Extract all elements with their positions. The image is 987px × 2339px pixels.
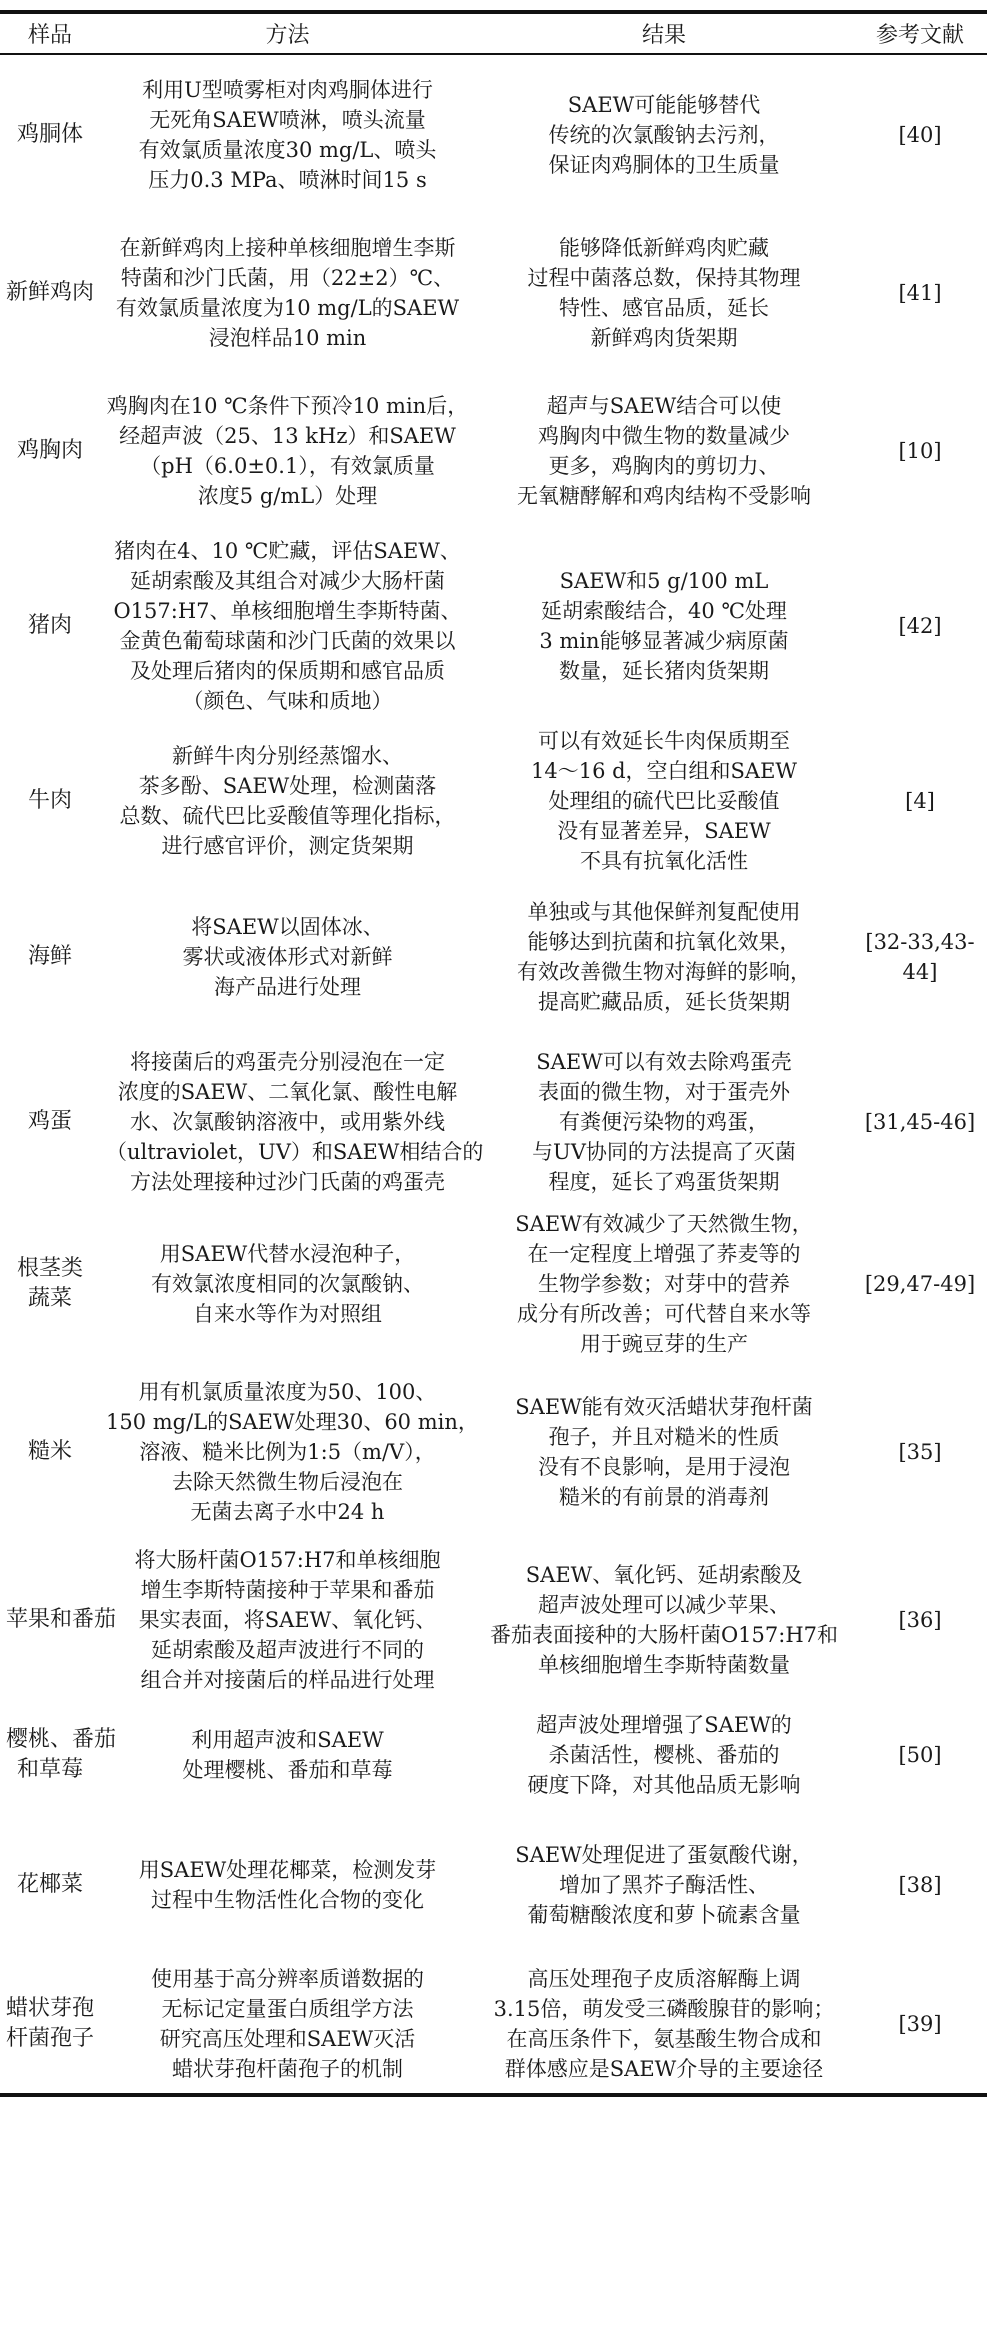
method-line: 有效氯浓度相同的次氯酸钠、 [151,1272,424,1296]
result-line: 没有不良影响，是用于浸泡 [538,1455,790,1479]
method-line: 压力0.3 MPa、喷淋时间15 s [148,167,427,192]
method-line: 溶液、糙米比例为1:5（m/V）， [139,1440,436,1464]
header-sample: 样品 [0,12,100,54]
sample-line: 杆菌孢子 [6,2026,95,2051]
method-cell [100,1815,475,1955]
method-cell [100,1545,475,1695]
method-cell [100,1209,475,1359]
table-row [0,1545,987,1695]
method-line: 用SAEW处理花椰菜，检测发芽 [138,1858,437,1882]
method-line: 增生李斯特菌接种于苹果和番茄 [140,1578,435,1602]
result-line: 在高压条件下，氨基酸生物合成和 [506,2027,822,2051]
method-cell [100,530,475,722]
table-row [0,214,987,372]
reference-cell: [10] [898,439,942,463]
result-line: 糙米的有前景的消毒剂 [559,1485,769,1509]
table-row [0,1359,987,1545]
method-cell [100,1359,479,1545]
method-line: 新鲜牛肉分别经蒸馏水、 [172,744,403,768]
sample-line: 和草莓 [16,1757,83,1782]
sample-cell [0,372,100,530]
method-line: 组合并对接菌后的样品进行处理 [140,1668,435,1692]
reference-cell: [29,47-49] [864,1272,976,1296]
sample-line: 苹果和番茄 [6,1607,117,1632]
table-header [0,12,987,54]
reference-cell: [36] [898,1608,942,1632]
result-line: 鸡胸肉中微生物的数量减少 [538,424,790,448]
reference-cell: [50] [898,1743,942,1767]
result-line: 更多，鸡胸肉的剪切力、 [548,454,780,478]
sample-cell [0,54,100,214]
sample-cell [0,1815,100,1955]
method-line: 自来水等作为对照组 [193,1302,382,1326]
method-line: 将接菌后的鸡蛋壳分别浸泡在一定 [130,1049,445,1074]
method-cell [100,214,475,372]
method-line: （颜色、气味和质地） [182,689,393,713]
method-line: 延胡索酸及超声波进行不同的 [151,1638,424,1662]
result-line: 有效改善微生物对海鲜的影响， [517,960,811,984]
result-line: SAEW可能能够替代 [567,92,761,117]
result-cell [475,372,853,530]
method-line: 在新鲜鸡肉上接种单核细胞增生李斯 [119,236,456,260]
method-cell [100,1695,475,1815]
result-line: 表面的微生物，对于蛋壳外 [538,1079,790,1104]
result-line: 用于豌豆芽的生产 [580,1332,748,1356]
reference-cell: [32-33,43-44] [865,930,975,984]
sample-cell [0,1955,100,2095]
result-line: 处理组的硫代巴比妥酸值 [548,789,780,813]
method-line: 水、次氯酸钠溶液中，或用紫外线 [130,1109,445,1134]
method-line: 处理樱桃、番茄和草莓 [182,1758,393,1782]
method-line: 利用U型喷雾柜对肉鸡胴体进行 [142,77,433,102]
method-line: 经超声波（25、13 kHz）和SAEW [119,424,456,448]
method-cell [100,54,475,214]
method-line: 无菌去离子水中24 h [190,1500,385,1524]
method-line: 将SAEW以固体冰、 [191,915,384,939]
table-row [0,722,987,880]
result-line: 3.15倍，萌发受三磷酸腺苷的影响； [493,1997,835,2021]
result-line: SAEW可以有效去除鸡蛋壳 [536,1049,792,1074]
sample-cell [0,1034,100,1209]
sample-cell [0,722,100,880]
result-line: 与UV协同的方法提高了灭菌 [532,1139,796,1164]
table-row [0,1955,987,2095]
result-line: 杀菌活性，樱桃、番茄的 [548,1743,780,1767]
method-line: 150 mg/L的SAEW处理30、60 min， [106,1410,479,1434]
method-line: 海产品进行处理 [214,975,361,999]
method-line: 研究高压处理和SAEW灭活 [159,2027,416,2051]
result-line: 超声波处理可以减少苹果、 [538,1593,790,1617]
method-line: 有效氯质量浓度为10 mg/L的SAEW [115,296,460,320]
sample-line: 蜡状芽孢 [6,1996,95,2021]
result-line: 单独或与其他保鲜剂复配使用 [527,900,801,924]
method-line: 浓度的SAEW、二氧化氯、酸性电解 [117,1079,458,1104]
result-line: 超声波处理增强了SAEW的 [536,1713,792,1737]
sample-cell [0,214,100,372]
method-line: 浓度5 g/mL）处理 [197,484,378,508]
method-cell [100,880,475,1034]
sample-line: 蔬菜 [27,1286,72,1311]
result-cell [475,1034,853,1209]
method-line: （pH（6.0±0.1），有效氯质量 [140,454,435,478]
result-line: 葡萄糖酸浓度和萝卜硫素含量 [527,1903,801,1927]
result-line: 能够达到抗菌和抗氧化效果， [527,930,801,954]
sample-line: 樱桃、番茄 [6,1727,117,1752]
header-reference: 参考文献 [853,12,987,54]
result-line: 3 min能够显著减少病原菌 [539,629,789,653]
result-line: 可以有效延长牛肉保质期至 [538,729,790,753]
result-line: 延胡索酸结合，40 ℃处理 [541,599,787,623]
method-line: 猪肉在4、10 ℃贮藏，评估SAEW、 [114,539,461,563]
method-line: 利用超声波和SAEW [191,1728,384,1752]
result-line: SAEW有效减少了天然微生物， [515,1212,813,1236]
result-cell [475,214,853,372]
result-line: 提高贮藏品质，延长货架期 [538,990,790,1014]
sample-line: 鸡胴体 [16,121,83,147]
sample-cell [0,1209,100,1359]
result-cell [475,54,853,214]
result-line: 超声与SAEW结合可以使 [546,394,782,418]
reference-cell: [39] [853,1955,987,2095]
table-body [0,54,987,2095]
result-cell [475,1815,853,1955]
result-line: 单核细胞增生李斯特菌数量 [538,1653,790,1677]
result-line: 无氧糖酵解和鸡肉结构不受影响 [517,484,811,508]
sample-line: 牛肉 [27,788,72,813]
sample-line: 糙米 [27,1439,72,1464]
method-line: 用SAEW代替水浸泡种子， [159,1242,416,1266]
method-cell [100,722,475,880]
sample-line: 海鲜 [27,944,72,969]
result-cell [475,1545,853,1695]
result-line: SAEW处理促进了蛋氨酸代谢， [515,1843,813,1867]
reference-cell: [41] [898,281,942,305]
result-line: 硬度下降，对其他品质无影响 [527,1773,801,1797]
result-cell [475,722,853,880]
result-line: 特性、感官品质，延长 [559,296,769,320]
method-line: 茶多酚、SAEW处理，检测菌落 [138,774,437,798]
result-cell [475,1209,853,1359]
method-line: 蜡状芽孢杆菌孢子的机制 [172,2057,403,2081]
result-line: 过程中菌落总数，保持其物理 [527,266,801,290]
method-line: 金黄色葡萄球菌和沙门氏菌的效果以 [119,629,456,653]
result-line: SAEW和5 g/100 mL [559,569,769,593]
result-line: 14～16 d，空白组和SAEW [530,759,798,783]
method-line: 进行感官评价，测定货架期 [161,834,414,858]
reference-cell: [42] [898,614,942,638]
method-cell [100,1955,475,2095]
method-line: 特菌和沙门氏菌，用（22±2）℃、 [120,266,455,290]
table-row [0,1695,987,1815]
sample-cell [0,1545,117,1695]
method-line: 鸡胸肉在10 ℃条件下预冷10 min后， [106,394,469,418]
result-line: 孢子，并且对糙米的性质 [548,1425,780,1449]
result-line: 新鲜鸡肉货架期 [590,326,738,350]
result-line: 数量，延长猪肉货架期 [559,659,769,683]
result-line: SAEW能有效灭活蜡状芽孢杆菌 [515,1395,813,1419]
result-line: 番茄表面接种的大肠杆菌O157:H7和 [489,1623,839,1647]
reference-cell: [40] [898,122,942,147]
table-row [0,1034,987,1209]
method-line: （ultraviolet，UV）和SAEW相结合的 [106,1139,484,1164]
reference-cell: [4] [905,789,935,813]
sample-line: 根茎类 [16,1256,83,1281]
table-row [0,1209,987,1359]
result-line: SAEW、氧化钙、延胡索酸及 [525,1563,803,1587]
method-cell [100,1034,484,1209]
header-result: 结果 [475,12,853,54]
result-line: 程度，延长了鸡蛋货架期 [548,1169,780,1194]
result-line: 保证肉鸡胴体的卫生质量 [548,152,780,177]
result-cell [475,880,853,1034]
method-line: 去除天然微生物后浸泡在 [172,1470,403,1494]
result-cell [475,1359,853,1545]
sample-cell [0,530,100,722]
method-line: 果实表面，将SAEW、氧化钙、 [138,1608,437,1632]
result-line: 能够降低新鲜鸡肉贮藏 [559,236,769,260]
header-method: 方法 [100,12,475,54]
method-line: 延胡索酸及其组合对减少大肠杆菌 [130,569,445,593]
method-line: 有效氯质量浓度30 mg/L、喷头 [138,137,437,162]
result-line: 在一定程度上增强了荞麦等的 [527,1242,801,1266]
method-line: O157:H7、单核细胞增生李斯特菌、 [113,599,462,623]
result-line: 高压处理孢子皮质溶解酶上调 [527,1967,801,1991]
method-line: 用有机氯质量浓度为50、100、 [138,1380,437,1404]
method-line: 无死角SAEW喷淋，喷头流量 [149,107,426,132]
result-line: 群体感应是SAEW介导的主要途径 [504,2057,824,2081]
sample-line: 鸡胸肉 [16,438,83,463]
saew-application-table [0,10,987,2097]
result-cell [475,530,853,722]
result-line: 有粪便污染物的鸡蛋， [559,1109,769,1134]
method-line: 总数、硫代巴比妥酸值等理化指标， [119,804,456,828]
method-cell [100,372,475,530]
result-line: 成分有所改善；可代替自来水等 [517,1302,811,1326]
result-line: 增加了黑芥子酶活性、 [559,1873,769,1897]
result-line: 没有显著差异，SAEW [557,819,771,843]
table-row [0,372,987,530]
method-line: 方法处理接种过沙门氏菌的鸡蛋壳 [130,1169,445,1194]
result-cell [475,1695,853,1815]
table-row [0,54,987,214]
result-line: 生物学参数；对芽中的营养 [538,1272,790,1296]
method-line: 浸泡样品10 min [208,326,367,350]
sample-cell [0,880,100,1034]
sample-line: 鸡蛋 [27,1108,72,1134]
sample-line: 花椰菜 [16,1872,83,1897]
reference-cell: [38] [898,1873,942,1897]
method-line: 将大肠杆菌O157:H7和单核细胞 [134,1548,441,1572]
sample-cell [0,1359,100,1545]
sample-line: 猪肉 [27,613,72,638]
reference-cell: [35] [898,1440,942,1464]
reference-cell: [31,45-46] [864,1109,976,1134]
method-line: 及处理后猪肉的保质期和感官品质 [130,659,445,683]
sample-line: 新鲜鸡肉 [6,280,95,305]
method-line: 过程中生物活性化合物的变化 [151,1888,424,1912]
sample-cell [0,1695,117,1815]
table-row [0,880,987,1034]
method-line: 无标记定量蛋白质组学方法 [161,1997,414,2021]
table-row [0,530,987,722]
result-cell [475,1955,853,2095]
table-row [0,1815,987,1955]
result-line: 传统的次氯酸钠去污剂， [548,122,780,147]
result-line: 不具有抗氧化活性 [580,849,748,873]
method-line: 使用基于高分辨率质谱数据的 [151,1967,424,1991]
method-line: 雾状或液体形式对新鲜 [182,945,393,969]
